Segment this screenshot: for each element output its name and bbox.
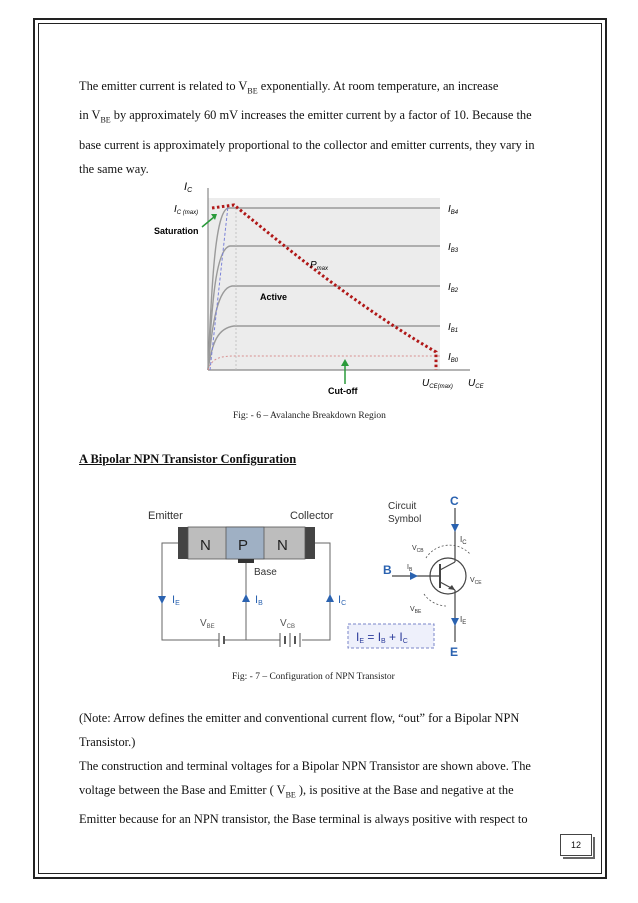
curve-label-ib1: $I_{B1}$ xyxy=(448,322,459,334)
circuit-symbol-label-1: Circuit xyxy=(388,501,417,512)
figure-2-caption: Fig: - 7 – Configuration of NPN Transistor xyxy=(232,672,395,682)
p-region-label: P xyxy=(238,537,249,554)
npn-configuration-figure xyxy=(140,490,480,660)
cutoff-label: Cut-off xyxy=(328,386,358,396)
sym-ie-arrow xyxy=(451,618,459,626)
ie-label: IE xyxy=(172,594,180,607)
page-number: 12 xyxy=(560,834,592,856)
p1-line-3: base current is approximately proportional to the collector and emitter currents, they vary in xyxy=(79,137,535,152)
circuit-symbol-label-2: Symbol xyxy=(388,514,422,525)
curve-label-ib0: $I_{B0}$ xyxy=(448,352,459,364)
symbol-c-label: C xyxy=(450,494,459,508)
plot-area xyxy=(208,198,440,370)
curve-label-ib2: $I_{B2}$ xyxy=(448,282,459,294)
symbol-b-label: B xyxy=(383,563,392,577)
uce-max-label: $U_{CE(max)}$ xyxy=(422,378,453,390)
ic-arrow xyxy=(326,594,334,602)
sym-ib-label: $I_B$ xyxy=(407,564,413,573)
n-region-label-1: N xyxy=(200,537,211,554)
ic-axis-label: IC xyxy=(184,181,193,194)
ic-label: IC xyxy=(338,594,347,607)
p2-line-4: voltage between the Base and Emitter ( $V_{BE}$ ), is positive at the Base and negative at the xyxy=(79,783,514,800)
sym-vcb-label: $V_{CB}$ xyxy=(412,545,424,554)
paragraph-1 xyxy=(79,74,561,181)
p1-line-4: the same way. xyxy=(79,161,149,176)
uce-label: $U_{CE}$ xyxy=(468,378,484,390)
base-label: Base xyxy=(254,567,277,578)
ib-arrow xyxy=(242,594,250,602)
p2-line-3: The construction and terminal voltages for a Bipolar NPN Transistor are shown above. The xyxy=(79,759,531,773)
icmax-label: $I_{C (max)}$ xyxy=(174,204,199,216)
p2-line-5: Emitter because for an NPN transistor, the Base terminal is always positive with respect to xyxy=(79,812,528,827)
sym-ic-arrow xyxy=(451,524,459,532)
collector-contact xyxy=(305,527,315,559)
p2-line-2: Transistor.) xyxy=(79,735,136,749)
vbe-arc xyxy=(424,594,446,606)
vbe-label: $V_{BE}$ xyxy=(200,618,215,630)
output-characteristics-figure xyxy=(150,172,500,402)
symbol-e-label: E xyxy=(450,645,459,659)
emitter-contact xyxy=(178,527,188,559)
sym-vce-label: $V_{CE}$ xyxy=(470,577,482,586)
p2-line-1: (Note: Arrow defines the emitter and conventional current flow, “out” for a Bipolar NPN xyxy=(79,711,520,725)
sym-ie-label: $I_E$ xyxy=(460,615,467,626)
curve-label-ib4: $I_{B4}$ xyxy=(448,204,459,216)
collector-label: Collector xyxy=(290,510,334,522)
emitter-label: Emitter xyxy=(148,510,183,522)
figure-1-caption: Fig: - 6 – Avalanche Breakdown Region xyxy=(233,411,386,421)
sym-ib-arrow xyxy=(410,572,418,580)
sym-vbe-label: $V_{BE}$ xyxy=(410,606,422,615)
n-region-label-2: N xyxy=(277,537,288,554)
sym-ic-label: $I_C$ xyxy=(460,535,467,546)
p1-line-1: The emitter current is related to $V_{BE}$ exponentially. At room temperature, an increase xyxy=(79,79,499,96)
vcb-label: $V_{CB}$ xyxy=(280,618,296,630)
base-contact xyxy=(238,559,254,563)
equation: IE = IB + IC xyxy=(356,630,408,645)
vcb-arc xyxy=(426,545,470,558)
collector-branch xyxy=(440,562,455,570)
active-label: Active xyxy=(260,292,288,302)
saturation-label: Saturation xyxy=(154,226,199,236)
paragraph-2 xyxy=(79,706,561,831)
section-heading: A Bipolar NPN Transistor Configuration xyxy=(79,452,297,466)
ie-arrow xyxy=(158,596,166,604)
curve-label-ib3: $I_{B3}$ xyxy=(448,242,459,254)
pmax-label: $P_{max}$ xyxy=(310,260,329,272)
p1-line-2: in $V_{BE}$ by approximately 60 mV increases the emitter current by a factor of 10. Because the xyxy=(79,108,532,125)
ib-label: IB xyxy=(255,594,263,607)
